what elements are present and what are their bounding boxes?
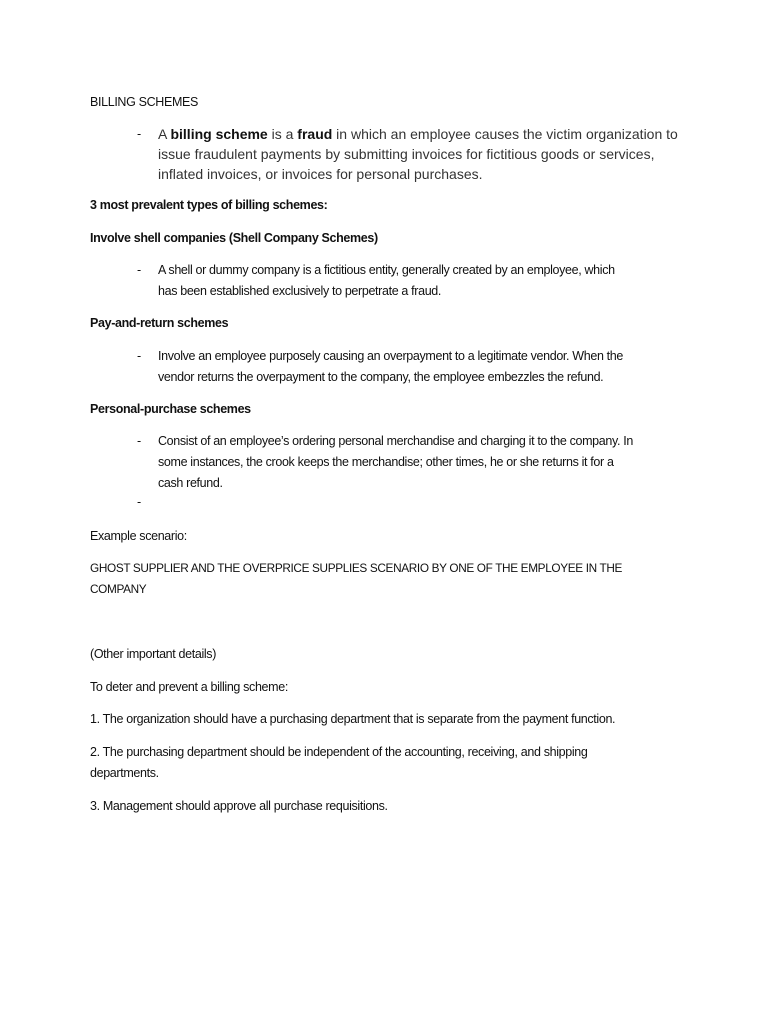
deter-heading: To deter and prevent a billing scheme:: [90, 680, 288, 694]
definition-post: in which an employee causes the victim organization to: [332, 126, 678, 142]
payreturn-line-1: Involve an employee purposely causing an overpayment to a legitimate vendor. When the: [158, 349, 623, 363]
example-line-2: COMPANY: [90, 582, 147, 596]
bullet-dash: -: [137, 263, 142, 277]
point-2-line-1: 2. The purchasing department should be independent of the accounting, receiving, and shipping: [90, 745, 588, 759]
document-title: BILLING SCHEMES: [90, 95, 198, 109]
definition-line-2: issue fraudulent payments by submitting invoices for fictitious goods or services,: [158, 146, 655, 162]
definition-term-fraud: fraud: [297, 126, 333, 142]
personal-line-1: Consist of an employee’s ordering personal merchandise and charging it to the company. In: [158, 434, 633, 448]
definition-mid: is a: [267, 126, 298, 142]
definition-pre: A: [158, 126, 171, 142]
other-details: (Other important details): [90, 647, 217, 661]
payreturn-heading: Pay-and-return schemes: [90, 316, 229, 330]
definition-line-1: [158, 124, 678, 144]
shell-heading: Involve shell companies (Shell Company Schemes): [90, 231, 378, 245]
types-heading: 3 most prevalent types of billing schemes:: [90, 198, 328, 212]
empty-bullet-dash: -: [137, 495, 142, 509]
payreturn-line-2: vendor returns the overpayment to the company, the employee embezzles the refund.: [158, 370, 604, 384]
point-3: 3. Management should approve all purchase requisitions.: [90, 799, 388, 813]
example-heading: Example scenario:: [90, 529, 187, 543]
personal-heading: Personal-purchase schemes: [90, 402, 251, 416]
personal-line-2: some instances, the crook keeps the merchandise; other times, he or she returns it for a: [158, 455, 614, 469]
bullet-dash: -: [137, 349, 142, 363]
personal-line-3: cash refund.: [158, 476, 223, 490]
definition-line-3: inflated invoices, or invoices for personal purchases.: [158, 166, 483, 182]
shell-line-2: has been established exclusively to perpetrate a fraud.: [158, 284, 442, 298]
shell-line-1: A shell or dummy company is a fictitious entity, generally created by an employee, which: [158, 263, 615, 277]
bullet-dash: -: [137, 127, 142, 141]
point-2-line-2: departments.: [90, 766, 159, 780]
example-line-1: GHOST SUPPLIER AND THE OVERPRICE SUPPLIES SCENARIO BY ONE OF THE EMPLOYEE IN THE: [90, 561, 623, 575]
point-1: 1. The organization should have a purchasing department that is separate from the payment function.: [90, 712, 616, 726]
bullet-dash: -: [137, 434, 142, 448]
definition-term: billing scheme: [170, 126, 268, 142]
